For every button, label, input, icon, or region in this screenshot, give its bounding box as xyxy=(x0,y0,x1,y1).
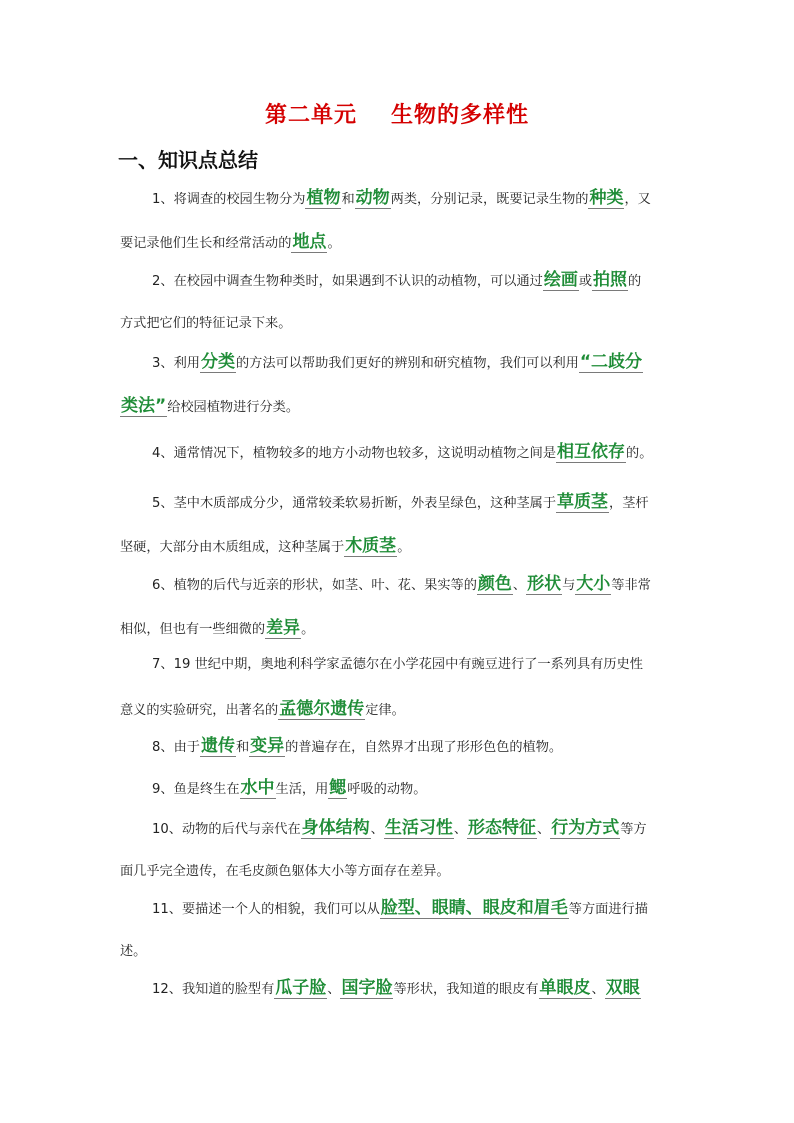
text-line xyxy=(120,176,680,220)
text-line xyxy=(120,384,680,428)
answer-keyword: 植物 xyxy=(306,188,341,208)
text-segment: 、 xyxy=(370,822,384,837)
text-segment: 、 xyxy=(512,578,527,593)
text-segment: 、 xyxy=(537,822,551,837)
answer-keyword: 形状 xyxy=(527,574,562,594)
knowledge-point xyxy=(120,643,680,731)
text-segment: 意义的实验研究，出著名的 xyxy=(120,703,279,718)
answer-keyword: 颜色 xyxy=(477,574,512,594)
answer-keyword: 鳃 xyxy=(329,778,347,798)
text-line xyxy=(120,886,680,930)
knowledge-point xyxy=(120,430,680,474)
text-segment: 、 xyxy=(327,982,341,997)
text-segment: 、 xyxy=(453,822,468,837)
text-segment: 10、动物的后代与亲代在 xyxy=(152,822,301,837)
knowledge-point xyxy=(120,886,680,974)
text-segment: 等形状，我知道的眼皮有 xyxy=(393,982,539,997)
text-segment: 述。 xyxy=(120,944,147,959)
answer-keyword: 类法” xyxy=(121,396,167,416)
answer-keyword: 动物 xyxy=(355,188,390,208)
text-segment: 。 xyxy=(397,540,411,555)
answer-keyword: 木质茎 xyxy=(345,536,397,556)
text-segment: 面几乎完全遗传，在毛皮颜色躯体大小等方面存在差异。 xyxy=(120,864,450,879)
text-segment: 6、植物的后代与近亲的形状，如茎、叶、花、果实等的 xyxy=(152,578,477,593)
text-segment: 。 xyxy=(327,236,341,251)
text-segment: 的 xyxy=(628,274,642,289)
answer-keyword: 单眼皮 xyxy=(539,978,591,998)
answer-keyword: 身体结构 xyxy=(301,818,370,838)
text-line xyxy=(120,724,680,768)
unit-label: 第二单元 xyxy=(264,103,357,128)
knowledge-point xyxy=(120,176,680,264)
answer-keyword: 变异 xyxy=(250,736,285,756)
text-segment: 或 xyxy=(578,274,593,289)
answer-keyword: 生活习性 xyxy=(384,818,453,838)
text-segment: 呼吸的动物。 xyxy=(347,782,427,797)
text-segment: 12、我知道的脸型有 xyxy=(152,982,275,997)
answer-keyword: 脸型、眼睛、眼皮和眉毛 xyxy=(380,898,568,918)
answer-keyword: 拍照 xyxy=(593,270,628,290)
answer-keyword: 草质茎 xyxy=(557,492,609,512)
text-segment: 坚硬，大部分由木质组成，这种茎属于 xyxy=(120,540,345,555)
text-segment: ，茎杆 xyxy=(609,496,649,511)
text-line xyxy=(120,430,680,474)
text-segment: 两类，分别记录，既要记录生物的 xyxy=(390,192,589,207)
text-segment: 11、要描述一个人的相貌，我们可以从 xyxy=(152,902,380,917)
answer-keyword: 瓜子脸 xyxy=(275,978,327,998)
text-line xyxy=(120,643,680,687)
knowledge-point xyxy=(120,562,680,650)
text-line xyxy=(120,966,680,1010)
text-segment: 的方法可以帮助我们更好的辨别和研究植物，我们可以利用 xyxy=(235,356,579,371)
knowledge-point xyxy=(120,724,680,768)
answer-keyword: 遗传 xyxy=(200,736,235,756)
text-segment: 4、通常情况下，植物较多的地方小动物也较多，这说明动植物之间是 xyxy=(152,446,557,461)
text-segment: 与 xyxy=(562,578,576,593)
text-segment: 生活，用 xyxy=(275,782,329,797)
text-segment: 1、将调查的校园生物分为 xyxy=(152,192,306,207)
answer-keyword: 国字脸 xyxy=(341,978,393,998)
knowledge-point xyxy=(120,806,680,894)
answer-keyword: 分类 xyxy=(200,352,235,372)
text-segment: 9、鱼是终生在 xyxy=(152,782,240,797)
text-segment: 给校园植物进行分类。 xyxy=(167,400,300,415)
answer-keyword: 双眼 xyxy=(605,978,640,998)
text-segment: 方式把它们的特征记录下来。 xyxy=(120,316,292,331)
answer-keyword: 绘画 xyxy=(543,270,578,290)
knowledge-point xyxy=(120,258,680,346)
answer-keyword: 种类 xyxy=(589,188,624,208)
text-segment: 等非常 xyxy=(611,578,651,593)
text-segment: 要记录他们生长和经常活动的 xyxy=(120,236,292,251)
text-line xyxy=(120,480,680,524)
answer-keyword: 形态特征 xyxy=(468,818,537,838)
text-segment: 和 xyxy=(341,192,355,207)
knowledge-point xyxy=(120,766,680,810)
section-heading: 一、知识点总结 xyxy=(118,148,258,172)
knowledge-point xyxy=(120,966,680,1010)
text-segment: 的普遍存在，自然界才出现了形形色色的植物。 xyxy=(285,740,563,755)
text-line xyxy=(120,562,680,606)
answer-keyword: 大小 xyxy=(576,574,611,594)
answer-keyword: 行为方式 xyxy=(551,818,620,838)
text-segment: 的。 xyxy=(626,446,653,461)
knowledge-point xyxy=(120,340,680,428)
answer-keyword: 差异 xyxy=(266,618,301,638)
text-segment: 相似，但也有一些细微的 xyxy=(120,622,266,637)
text-line xyxy=(120,766,680,810)
answer-keyword: 相互依存 xyxy=(557,442,626,462)
text-segment: 2、在校园中调查生物种类时，如果遇到不认识的动植物，可以通过 xyxy=(152,274,543,289)
answer-keyword: 孟德尔遗传 xyxy=(279,699,365,719)
text-segment: 7、19 世纪中期，奥地利科学家孟德尔在小学花园中有豌豆进行了一系列具有历史性 xyxy=(152,657,643,672)
unit-topic: 生物的多样性 xyxy=(391,103,530,128)
text-segment: 等方 xyxy=(620,822,647,837)
text-segment: 等方面进行描 xyxy=(568,902,648,917)
text-segment: 3、利用 xyxy=(152,356,200,371)
text-segment: ，又 xyxy=(624,192,651,207)
page-title xyxy=(0,98,794,129)
text-segment: 。 xyxy=(301,622,315,637)
text-segment: 5、茎中木质部成分少，通常较柔软易折断，外表呈绿色，这种茎属于 xyxy=(152,496,557,511)
text-segment: 定律。 xyxy=(365,703,405,718)
text-segment: 、 xyxy=(591,982,605,997)
text-line xyxy=(120,806,680,850)
text-segment: 和 xyxy=(235,740,250,755)
answer-keyword: 地点 xyxy=(292,232,327,252)
text-line xyxy=(120,258,680,302)
text-segment: 8、由于 xyxy=(152,740,200,755)
text-line xyxy=(120,340,680,384)
answer-keyword: “二歧分 xyxy=(579,352,643,372)
knowledge-point xyxy=(120,480,680,568)
answer-keyword: 水中 xyxy=(240,778,275,798)
